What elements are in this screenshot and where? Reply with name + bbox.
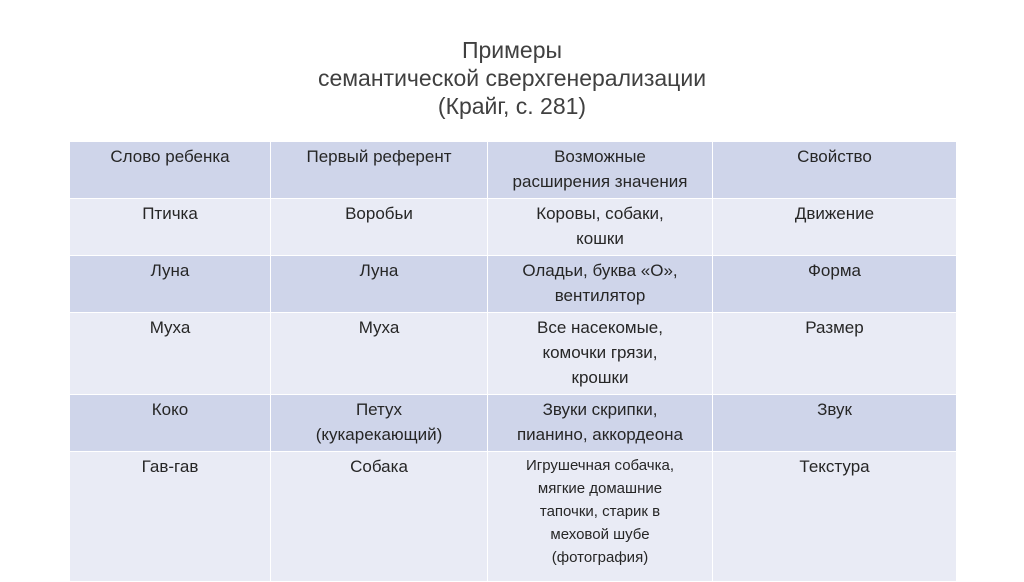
header-possible-extensions: Возможные расширения значения bbox=[488, 142, 713, 199]
cell-extensions: Звуки скрипки, пианино, аккордеона bbox=[488, 395, 713, 452]
cell-child-word: Луна bbox=[70, 256, 271, 313]
table-row bbox=[70, 452, 957, 582]
table-header-row bbox=[70, 142, 957, 199]
header-property: Свойство bbox=[713, 142, 957, 199]
cell-property: Форма bbox=[713, 256, 957, 313]
title-line-3: (Крайг, с. 281) bbox=[437, 93, 587, 119]
cell-first-referent: Собака bbox=[271, 452, 488, 582]
cell-extensions: Оладьи, буква «О», вентилятор bbox=[488, 256, 713, 313]
cell-child-word: Коко bbox=[70, 395, 271, 452]
header-first-referent: Первый референт bbox=[271, 142, 488, 199]
cell-first-referent: Воробьи bbox=[271, 199, 488, 256]
table-row bbox=[70, 395, 957, 452]
table-row bbox=[70, 313, 957, 395]
examples-table bbox=[69, 141, 957, 582]
cell-extensions: Все насекомые, комочки грязи, крошки bbox=[488, 313, 713, 395]
cell-property: Движение bbox=[713, 199, 957, 256]
table-row bbox=[70, 199, 957, 256]
cell-extensions: Коровы, собаки, кошки bbox=[488, 199, 713, 256]
cell-child-word: Муха bbox=[70, 313, 271, 395]
title-line-2: семантической сверхгенерализации bbox=[317, 65, 707, 91]
cell-extensions: Игрушечная собачка, мягкие домашние тапочки, старик в меховой шубе (фотография) bbox=[488, 452, 713, 582]
slide-title bbox=[0, 36, 1024, 120]
cell-property: Звук bbox=[713, 395, 957, 452]
cell-first-referent: Муха bbox=[271, 313, 488, 395]
title-line-1: Примеры bbox=[461, 37, 563, 63]
cell-first-referent: Луна bbox=[271, 256, 488, 313]
table-row bbox=[70, 256, 957, 313]
cell-first-referent: Петух (кукарекающий) bbox=[271, 395, 488, 452]
header-child-word: Слово ребенка bbox=[70, 142, 271, 199]
cell-child-word: Птичка bbox=[70, 199, 271, 256]
cell-property: Текстура bbox=[713, 452, 957, 582]
cell-property: Размер bbox=[713, 313, 957, 395]
cell-child-word: Гав-гав bbox=[70, 452, 271, 582]
